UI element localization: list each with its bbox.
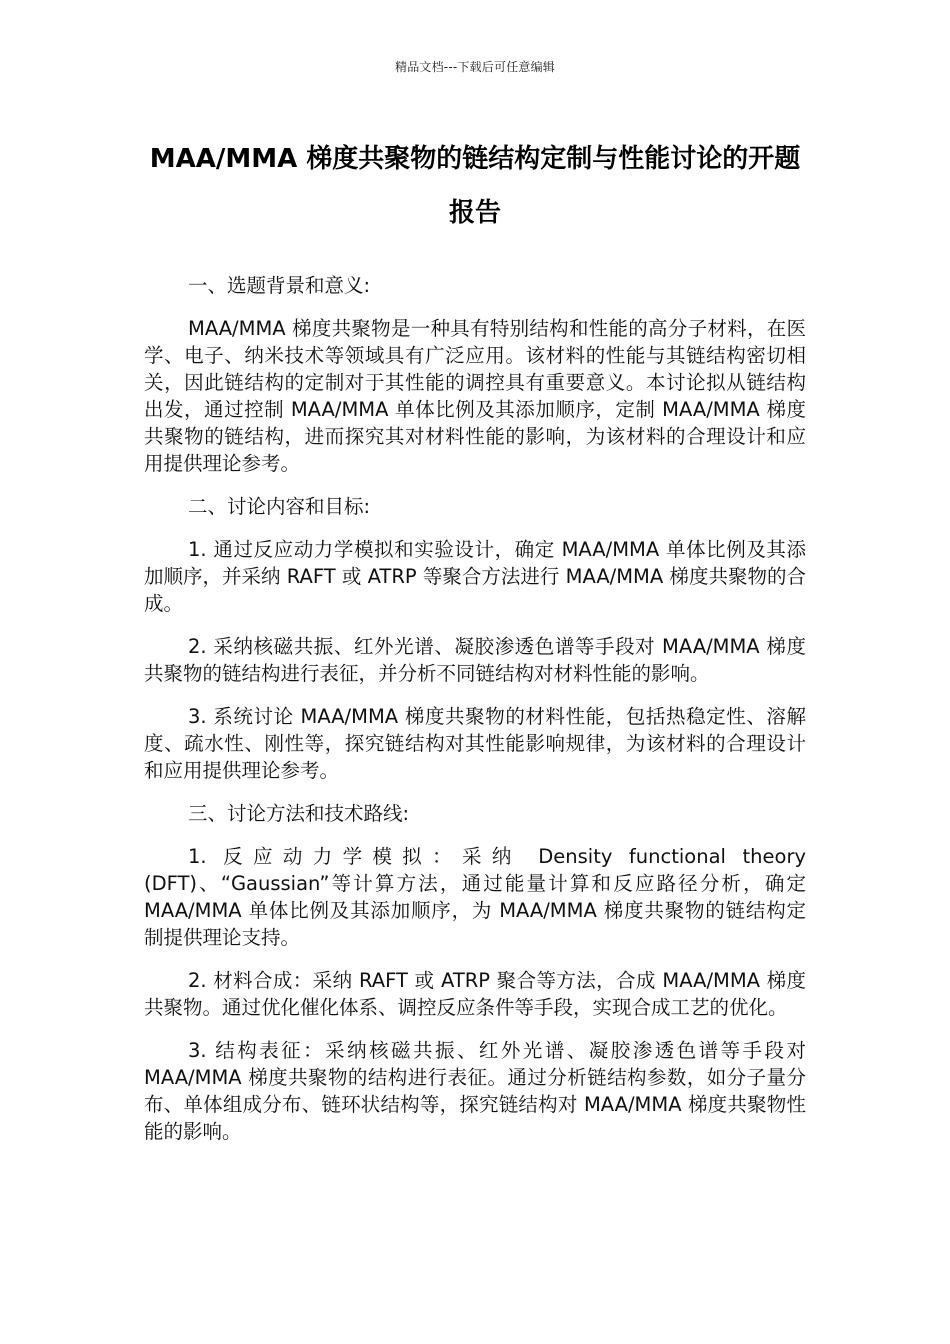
- section-heading-background: 一、选题背景和意义:: [188, 274, 371, 297]
- list-item-method-2: 2. 材料合成：采纳 RAFT 或 ATRP 聚合等方法，合成 MAA/MMA 梯度共聚物。通过优化催化体系、调控反应条件等手段，实现合成工艺的优化。: [144, 969, 806, 1019]
- list-item-goal-3: 3. 系统讨论 MAA/MMA 梯度共聚物的材料性能，包括热稳定性、溶解度、疏水性、刚性等，探究链结构对其性能影响规律，为该材料的合理设计和应用提供理论参考。: [144, 705, 806, 782]
- list-item-method-3: 3. 结构表征：采纳核磁共振、红外光谱、凝胶渗透色谱等手段对 MAA/MMA 梯度共聚物的结构进行表征。通过分析链结构参数，如分子量分布、单体组成分布、链环状结构等，探究链结构对 MAA/MMA 梯度共聚物性能的影响。: [144, 1039, 806, 1143]
- section-heading-methods: 三、讨论方法和技术路线:: [188, 802, 410, 825]
- header-note: 精品文档---下载后可任意编辑: [395, 60, 555, 74]
- list-item-goal-2: 2. 采纳核磁共振、红外光谱、凝胶渗透色谱等手段对 MAA/MMA 梯度共聚物的链结构进行表征，并分析不同链结构对材料性能的影响。: [144, 635, 806, 685]
- document-body: [144, 272, 806, 1161]
- paragraph-background: MAA/MMA 梯度共聚物是一种具有特别结构和性能的高分子材料，在医学、电子、纳米技术等领域具有广泛应用。该材料的性能与其链结构密切相关，因此链结构的定制对于其性能的调控具有重要意义。本讨论拟从链结构出发，通过控制 MAA/MMA 单体比例及其添加顺序，定制 MAA/MMA 梯度共聚物的链结构，进而探究其对材料性能的影响，为该材料的合理设计和应用提供理论参考。: [144, 317, 806, 475]
- document-title: MAA/MMA 梯度共聚物的链结构定制与性能讨论的开题报告: [149, 144, 801, 228]
- list-item-goal-1: 1. 通过反应动力学模拟和实验设计，确定 MAA/MMA 单体比例及其添加顺序，并采纳 RAFT 或 ATRP 等聚合方法进行 MAA/MMA 梯度共聚物的合成。: [144, 538, 806, 615]
- list-item-method-1: 1. 反应动力学模拟：采纳 Density functional theory (DFT)、“Gaussian”等计算方法，通过能量计算和反应路径分析，确定 MAA/MMA 单体比例及其添加顺序，为 MAA/MMA 梯度共聚物的链结构定制提供理论支持。: [144, 845, 806, 949]
- section-heading-content-goals: 二、讨论内容和目标:: [188, 495, 371, 518]
